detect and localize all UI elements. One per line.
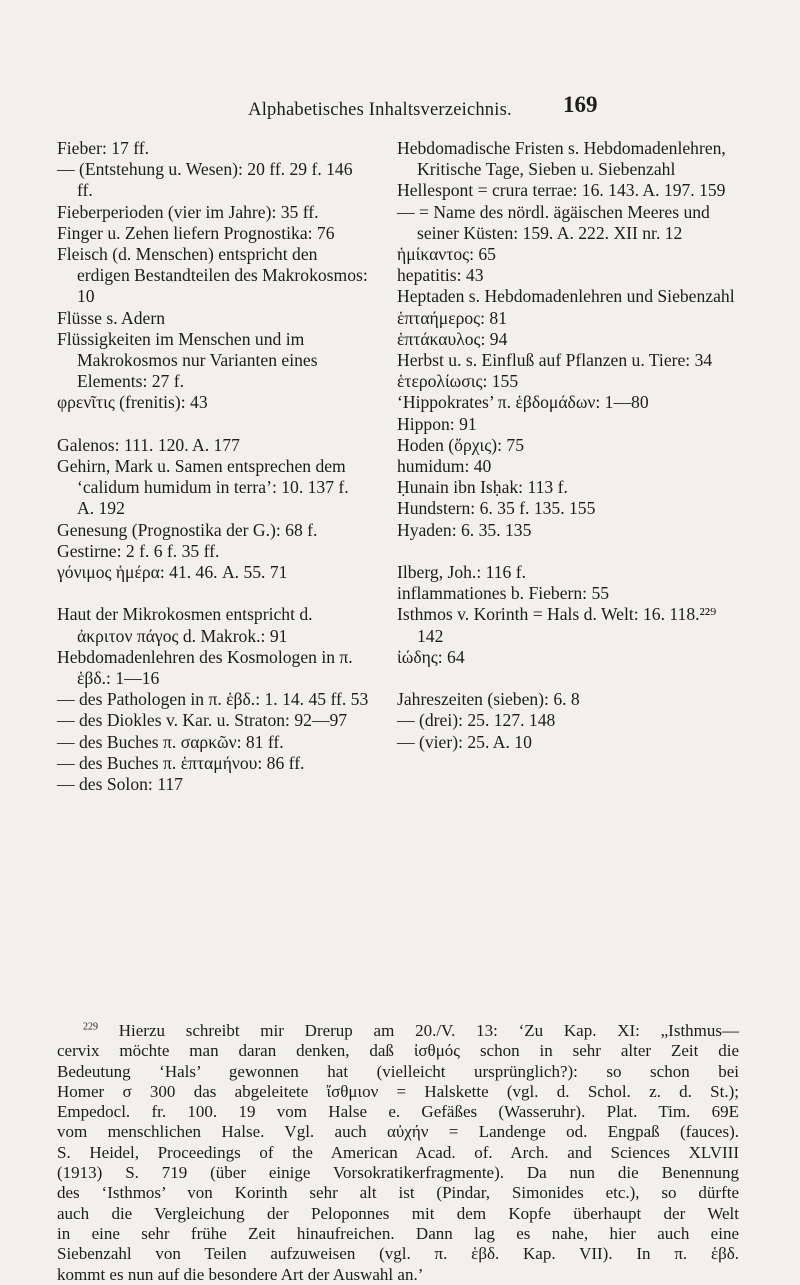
- index-entry: hepatitis: 43: [397, 265, 484, 286]
- index-column-left: [57, 138, 369, 795]
- index-entry: Hoden (ὄρχις): 75: [397, 434, 524, 455]
- running-header: Alphabetisches Inhaltsverzeichnis.: [248, 100, 512, 120]
- footnote-line: Siebenzahl von Teilen aufzuweisen (vgl. π. ἑβδ. Kap. VII). In π. ἑβδ.: [57, 1244, 739, 1264]
- index-entry: ἑτερολίωσις: 155: [397, 371, 519, 392]
- index-column-right: [397, 138, 737, 753]
- index-entry: Finger u. Zehen liefern Prognostika: 76: [57, 222, 335, 243]
- index-entry: inflammationes b. Fiebern: 55: [397, 583, 610, 604]
- footnote-line: in eine sehr frühe Zeit hinaufreichen. Dann lag es nahe, hier auch eine: [57, 1223, 739, 1243]
- index-entry: humidum: 40: [397, 456, 492, 477]
- section-gap: [397, 668, 737, 689]
- index-entry: Fieberperioden (vier im Jahre): 35 ff.: [57, 201, 319, 222]
- footnote-line: Homer σ 300 das abgeleitete ἴσθμιον = Halskette (vgl. d. Schol. z. d. St.);: [57, 1081, 739, 1101]
- index-entry: Isthmos v. Korinth = Hals d. Welt: 16. 118.²²⁹ 142: [397, 604, 717, 646]
- index-entry: — des Buches π. σαρκῶν: 81 ff.: [57, 731, 284, 752]
- index-entry: Hebdomadische Fristen s. Hebdomadenlehren, Kritische Tage, Sieben u. Siebenzahl: [397, 138, 726, 180]
- footnote: [57, 1021, 739, 1285]
- page-number: 169: [563, 92, 598, 117]
- index-entry: Jahreszeiten (sieben): 6. 8: [397, 689, 580, 710]
- footnote-line: auch die Vergleichung der Peloponnes mit dem Kopfe überhaupt der Welt: [57, 1203, 739, 1223]
- footnote-line: kommt es nun auf die besondere Art der Auswahl an.’: [57, 1264, 424, 1284]
- index-entry: Genesung (Prognostika der G.): 68 f.: [57, 519, 318, 540]
- index-entry: Flüsse s. Adern: [57, 307, 166, 328]
- footnote-number: 229: [83, 1021, 98, 1033]
- index-entry: Hellespont = crura terrae: 16. 143. A. 197. 159: [397, 180, 726, 201]
- index-entry: Fieber: 17 ff.: [57, 138, 150, 158]
- index-entry: Hundstern: 6. 35 f. 135. 155: [397, 498, 596, 519]
- index-entry: ἑπταήμερος: 81: [397, 307, 508, 328]
- index-entry: — des Buches π. ἑπταμήνου: 86 ff.: [57, 752, 305, 773]
- index-entry: Hyaden: 6. 35. 135: [397, 519, 532, 540]
- index-entry: — (drei): 25. 127. 148: [397, 710, 556, 731]
- index-entry: Haut der Mikrokosmen entspricht d. ἀκριτον πάγος d. Makrok.: 91: [57, 604, 313, 646]
- footnote-body: [57, 1021, 739, 1285]
- index-entry: ἰώδης: 64: [397, 646, 465, 667]
- footnote-line: vom menschlichen Halse. Vgl. auch αὐχήν = Landenge od. Engpaß (fauces).: [57, 1122, 739, 1142]
- section-gap: [57, 583, 369, 604]
- index-entry: Hippon: 91: [397, 413, 477, 434]
- index-entry: γόνιμος ἡμέρα: 41. 46. A. 55. 71: [57, 562, 288, 583]
- index-entry: — (Entstehung u. Wesen): 20 ff. 29 f. 146 ff.: [57, 159, 353, 201]
- index-entry: Flüssigkeiten im Menschen und im Makrokosmos nur Varianten eines Elements: 27 f.: [57, 328, 318, 392]
- index-entry: Galenos: 111. 120. A. 177: [57, 434, 240, 455]
- index-entry: ἡμίκαντος: 65: [397, 244, 496, 265]
- footnote-line: des ‘Isthmos’ von Korinth sehr alt ist (Pindar, Simonides etc.), so dürfte: [57, 1183, 739, 1203]
- index-entry: — = Name des nördl. ägäischen Meeres und seiner Küsten: 159. A. 222. XII nr. 12: [397, 201, 710, 243]
- index-entry: — des Pathologen in π. ἑβδ.: 1. 14. 45 ff. 53: [57, 689, 369, 710]
- index-entry: — des Solon: 117: [57, 774, 183, 795]
- section-gap: [57, 414, 369, 435]
- index-entry: Herbst u. s. Einfluß auf Pflanzen u. Tiere: 34: [397, 350, 713, 371]
- index-entry: Fleisch (d. Menschen) entspricht den erdigen Bestandteilen des Makrokosmos: 10: [57, 244, 368, 307]
- index-entry: Gehirn, Mark u. Samen entsprechen dem ‘calidum humidum in terra’: 10. 137 f. A. 192: [57, 456, 349, 519]
- index-entry: φρενῖτις (frenitis): 43: [57, 392, 208, 413]
- index-entry: Hebdomadenlehren des Kosmologen in π. ἑβδ.: 1—16: [57, 646, 353, 689]
- footnote-line: cervix möchte man daran denken, daß ἰσθμός schon in sehr alter Zeit die: [57, 1041, 739, 1061]
- footnote-line: Empedocl. fr. 100. 19 vom Halse e. Gefäßes (Wasseruhr). Plat. Tim. 69E: [57, 1102, 739, 1122]
- footnote-line: [57, 1021, 739, 1041]
- index-entry: Gestirne: 2 f. 6 f. 35 ff.: [57, 540, 220, 561]
- index-entry: ἑπτάκαυλος: 94: [397, 328, 508, 349]
- index-entry: Ilberg, Joh.: 116 f.: [397, 562, 527, 583]
- index-entry: — des Diokles v. Kar. u. Straton: 92—97: [57, 710, 348, 731]
- index-entry: ‘Hippokrates’ π. ἑβδομάδων: 1—80: [397, 392, 649, 413]
- index-entry: Heptaden s. Hebdomadenlehren und Siebenzahl: [397, 286, 735, 307]
- footnote-text: Hierzu schreibt mir Drerup am 20./V. 13: ‘Zu Kap. XI: „Isthmus—: [98, 1021, 739, 1040]
- footnote-line: (1913) S. 719 (über einige Vorsokratikerfragmente). Da nun die Benennung: [57, 1163, 739, 1183]
- footnote-line: S. Heidel, Proceedings of the American Acad. of. Arch. and Sciences XLVIII: [57, 1142, 739, 1162]
- index-entry: Ḥunain ibn Isḥak: 113 f.: [397, 477, 568, 498]
- footnote-line: Bedeutung ‘Hals’ gewonnen hat (vielleicht ursprünglich?): so schon bei: [57, 1061, 739, 1081]
- index-entry: — (vier): 25. A. 10: [397, 731, 532, 752]
- section-gap: [397, 541, 737, 562]
